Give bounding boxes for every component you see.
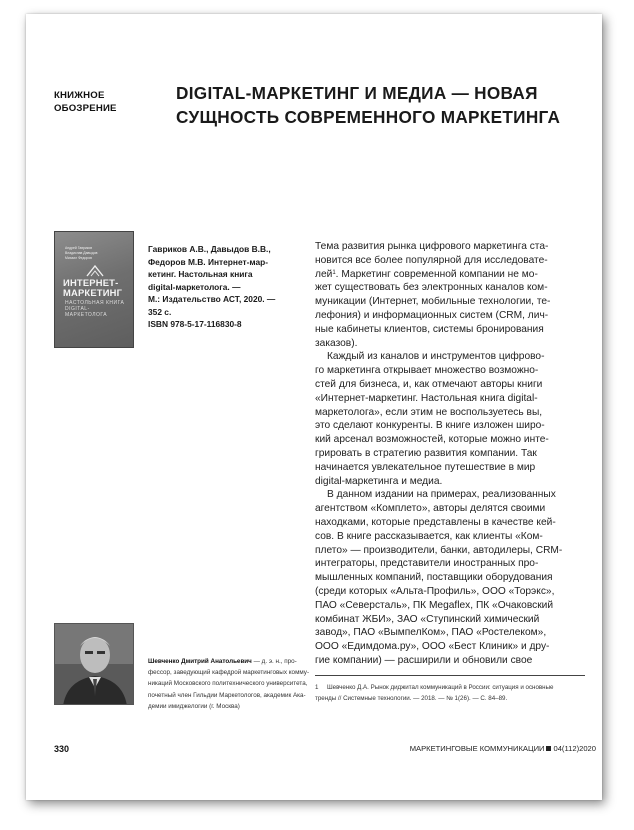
author-photo: [54, 623, 134, 705]
author-bio-line: никаций Московского политехнического университета,: [148, 680, 308, 688]
cover-title: ИНТЕРНЕТ- МАРКЕТИНГ: [63, 277, 123, 298]
footnote-reference[interactable]: 1: [332, 269, 336, 276]
body-line: это сделают конкуренты. В книге изложен широ-: [315, 420, 545, 432]
body-line: В данном издании на примерах, реализованных: [327, 489, 556, 501]
book-info-line: digital-маркетолога. —: [148, 281, 241, 292]
body-line: муникации (Интернет, мобильные технологии, те-: [315, 296, 551, 308]
body-line: новится все более популярной для исследовате-: [315, 254, 548, 266]
page-number: 330: [54, 744, 70, 754]
body-line: интеграторы, представители иностранных про-: [315, 558, 539, 570]
book-bibliography: [148, 243, 298, 331]
book-info-line: Федоров М.В. Интернет-мар-: [148, 256, 269, 267]
footnote: [315, 683, 585, 704]
book-info-line: кетинг. Настольная книга: [148, 269, 253, 279]
body-line: Каждый из каналов и инструментов цифрово-: [327, 351, 545, 363]
footnote-divider: [315, 675, 585, 676]
body-line: мышленных компаний, поставщики оборудования: [315, 572, 553, 584]
author-bio-line: демии имиджелогии (г. Москва): [148, 702, 240, 710]
journal-issue: 04(112)2020: [553, 744, 596, 753]
body-line: «Интернет-маркетинг. Настольная книга digital-: [315, 392, 538, 404]
author-bio-line: Шевченко Дмитрий Анатольевич — д. э. н., про-: [148, 658, 297, 665]
author-bio: [148, 656, 308, 712]
body-line: (среди которых «Альта-Профиль», ООО «Торэкс»,: [315, 585, 555, 597]
body-line: го маркетинга открывает множество возможно-: [315, 365, 539, 377]
journal-name: МАРКЕТИНГОВЫЕ КОММУНИКАЦИИ: [409, 744, 545, 753]
body-line: заказов).: [315, 337, 358, 349]
cover-logo-icon: [85, 265, 105, 277]
body-line: кий арсенал возможностей, которые можно инте-: [315, 434, 549, 446]
body-line: находками, которые представлены в качестве кей-: [315, 516, 556, 528]
footnote-line: 1 Шевченко Д.А. Рынок диджитал коммуникаций в России: ситуация и основные: [315, 683, 585, 694]
book-info-line: Гавриков А.В., Давыдов В.В.,: [148, 244, 271, 254]
body-line: маркетолога», если этим не воспользуетесь вы,: [315, 406, 543, 418]
book-info-line: 352 с.: [148, 306, 172, 317]
body-line: грировать в стратегию развития компании. Так: [315, 447, 537, 459]
footnote-number: 1: [315, 684, 319, 691]
book-cover-image: [54, 231, 134, 348]
author-bio-line: фессор, заведующий кафедрой маркетинговых комму-: [148, 669, 310, 677]
author-portrait-icon: [55, 624, 134, 705]
journal-footer: [410, 744, 596, 753]
body-line: завод», ПАО «ВымпелКом», ПАО «Ростелеком»,: [315, 627, 547, 639]
body-line: ПАО «Северсталь», ПК Megaflex, ПК «Очаковский: [315, 599, 554, 611]
article-title: [176, 81, 566, 129]
article-title-line: СУЩНОСТЬ СОВРЕМЕННОГО МАРКЕТИНГА: [176, 107, 561, 127]
body-line: начинается увлекательное путешествие в мир: [315, 461, 536, 473]
body-line: гие компании) — расширили и обновили свое: [315, 654, 533, 666]
body-line: комбинат ЖБИ», ЗАО «Ступинский химический: [315, 613, 540, 625]
footnote-line: тренды // Системные технологии. — 2018. — № 1(26). — С. 84–89.: [315, 694, 508, 702]
section-label-line: КНИЖНОЕ: [54, 90, 105, 101]
body-line: жет существовать без электронных каналов ком-: [315, 282, 548, 294]
cover-subtitle: НАСТОЛЬНАЯ КНИГА DIGITAL-МАРКЕТОЛОГА: [65, 300, 125, 318]
square-icon: [546, 746, 551, 751]
body-line: сов. В книге рассказывается, как клиенты «Ком-: [315, 530, 543, 542]
body-line: лефония) и информационных систем (CRM, лич-: [315, 309, 549, 321]
body-line: стей для бизнеса, и, как отмечают авторы книги: [315, 378, 543, 390]
book-info-line: ISBN 978-5-17-116830-8: [148, 319, 242, 329]
cover-authors: Андрей Гавриков Владислав Давыдов Михаил Федоров: [65, 246, 98, 260]
section-label: [54, 89, 117, 115]
body-line: агентством «Комплето», авторы делятся своими: [315, 503, 546, 515]
body-line: плето» — производители, банки, автодилеры, CRM-: [315, 544, 563, 556]
author-bio-line: почетный член Гильдии Маркетологов, академик Ака-: [148, 691, 306, 699]
body-line: Тема развития рынка цифрового маркетинга ста-: [315, 241, 549, 252]
article-body: [315, 240, 585, 668]
body-line: лей$^1$. Маркетинг современной компании не мо-: [315, 268, 538, 280]
section-label-line: ОБОЗРЕНИЕ: [54, 103, 117, 114]
article-title-line: DIGITAL-МАРКЕТИНГ И МЕДИА — НОВАЯ: [176, 83, 538, 103]
body-line: digital-маркетинга и медиа.: [315, 475, 443, 487]
author-name: Шевченко Дмитрий Анатольевич: [148, 658, 252, 665]
body-line: ные кабинеты клиентов, системы бронирования: [315, 323, 544, 335]
book-info-line: М.: Издательство АСТ, 2020. —: [148, 294, 276, 304]
body-line: ООО «Едимдома.ру», ООО «Бест Клиник» и дру-: [315, 641, 550, 653]
